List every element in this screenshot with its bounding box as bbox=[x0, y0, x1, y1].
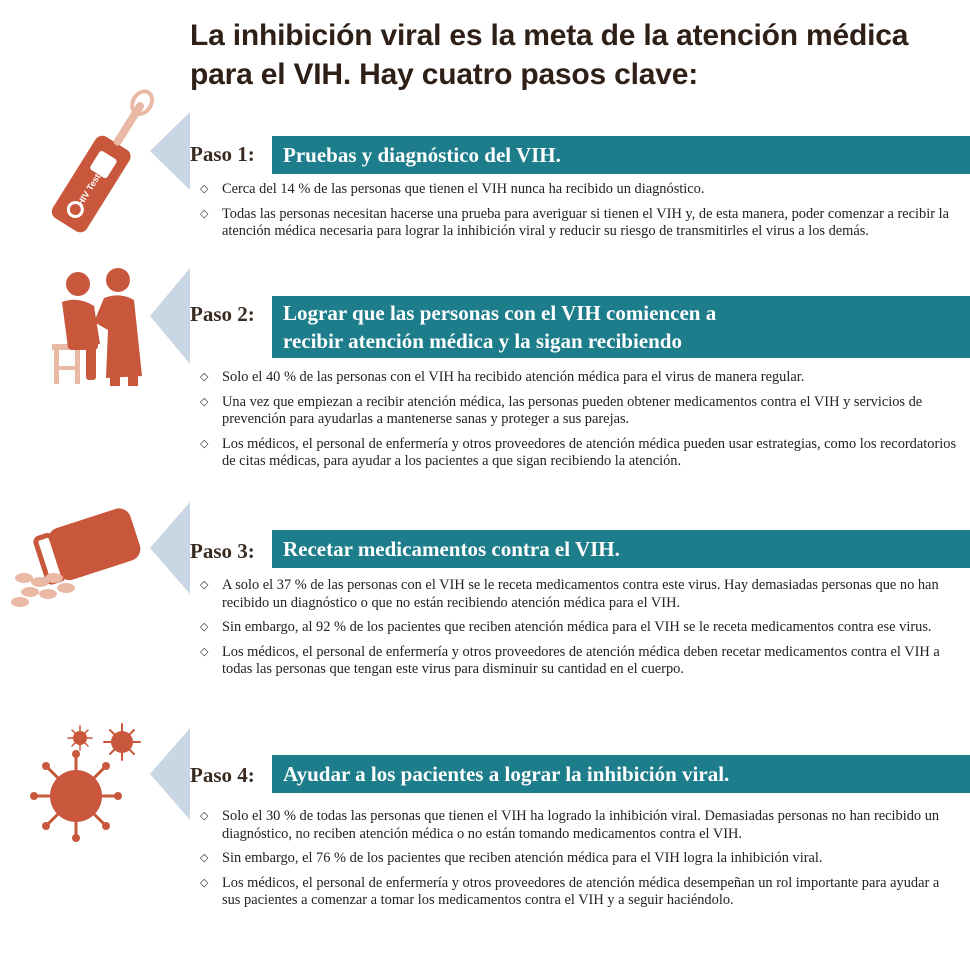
step-2-heading-line-1: Lograr que las personas con el VIH comiencen a bbox=[283, 301, 717, 325]
step-1-label: Paso 1: bbox=[190, 142, 255, 166]
step-3-heading: Recetar medicamentos contra el VIH. bbox=[272, 530, 970, 568]
virus-icon bbox=[30, 720, 150, 849]
left-arrow-icon bbox=[150, 728, 190, 820]
list-item: ◇ Sin embargo, el 76 % de los pacientes que reciben atención médica para el VIH logra la inhibición viral. bbox=[196, 850, 961, 868]
left-arrow-icon bbox=[150, 268, 190, 364]
list-item: ◇ Solo el 30 % de todas las personas que tienen el VIH ha logrado la inhibición viral. Demasiadas personas no han recibido un diagnóstico, no reciben atención médica o no están tomando medicamentos contra el VIH. bbox=[196, 808, 961, 843]
step-3-label: Paso 3: bbox=[190, 539, 255, 563]
list-item: ◇ A solo el 37 % de las personas con el VIH se le receta medicamentos contra este virus. Hay demasiadas personas que no han recibido un diagnóstico o que no están recibiendo atención médica para el VIH. bbox=[196, 577, 961, 612]
list-item: ◇ Todas las personas necesitan hacerse una prueba para averiguar si tienen el VIH y, de esta manera, poder comenzar a recibir la atención médica necesaria para lograr la inhibición viral y reducir su riesgo de transmitirles el virus a los demás. bbox=[196, 206, 961, 241]
list-item: ◇ Los médicos, el personal de enfermería y otros proveedores de atención médica desempeñan un rol importante para ayudar a sus pacientes a comenzar a tomar los medicamentos contra el VIH y a seguir haciéndolo. bbox=[196, 875, 961, 910]
step-2-heading-line-2: recibir atención médica y la sigan recibiendo bbox=[283, 329, 682, 353]
doctor-patient-icon bbox=[44, 266, 154, 395]
step-4-heading: Ayudar a los pacientes a lograr la inhibición viral. bbox=[272, 755, 970, 793]
step-1-heading: Pruebas y diagnóstico del VIH. bbox=[272, 136, 970, 174]
hiv-test-text: HIV Test bbox=[75, 172, 103, 208]
list-item: ◇ Una vez que empiezan a recibir atención médica, las personas pueden obtener medicamentos contra el VIH y servicios de prevención para ayudarlas a mantenerse sanas y proteger a sus parejas. bbox=[196, 394, 961, 429]
list-item: ◇ Solo el 40 % de las personas con el VIH ha recibido atención médica para el virus de manera regular. bbox=[196, 369, 961, 387]
step-2-heading bbox=[272, 296, 970, 358]
hiv-test-icon bbox=[45, 82, 165, 247]
pill-bottle-icon bbox=[6, 508, 146, 613]
list-item: ◇ Los médicos, el personal de enfermería y otros proveedores de atención médica pueden usar estrategias, como los recordatorios de citas médicas, para ayudar a los pacientes a que sigan recibiendo la atención. bbox=[196, 436, 961, 471]
step-4-label: Paso 4: bbox=[190, 763, 255, 787]
step-3-bullets bbox=[196, 577, 961, 686]
list-item: ◇ Los médicos, el personal de enfermería y otros proveedores de atención médica deben recetar medicamentos contra el VIH a todas las personas que tengan este virus para disminuir su cantidad en el cuerpo. bbox=[196, 644, 961, 679]
list-item: ◇ Cerca del 14 % de las personas que tienen el VIH nunca ha recibido un diagnóstico. bbox=[196, 181, 961, 199]
page-title: La inhibición viral es la meta de la atención médica para el VIH. Hay cuatro pasos clave: bbox=[190, 19, 909, 91]
step-1-bullets bbox=[196, 181, 961, 248]
step-2-label: Paso 2: bbox=[190, 302, 255, 326]
step-2-bullets bbox=[196, 369, 961, 478]
step-4-bullets bbox=[196, 808, 961, 917]
left-arrow-icon bbox=[150, 502, 190, 594]
list-item: ◇ Sin embargo, al 92 % de los pacientes que reciben atención médica para el VIH se le receta medicamentos contra ese virus. bbox=[196, 619, 961, 637]
